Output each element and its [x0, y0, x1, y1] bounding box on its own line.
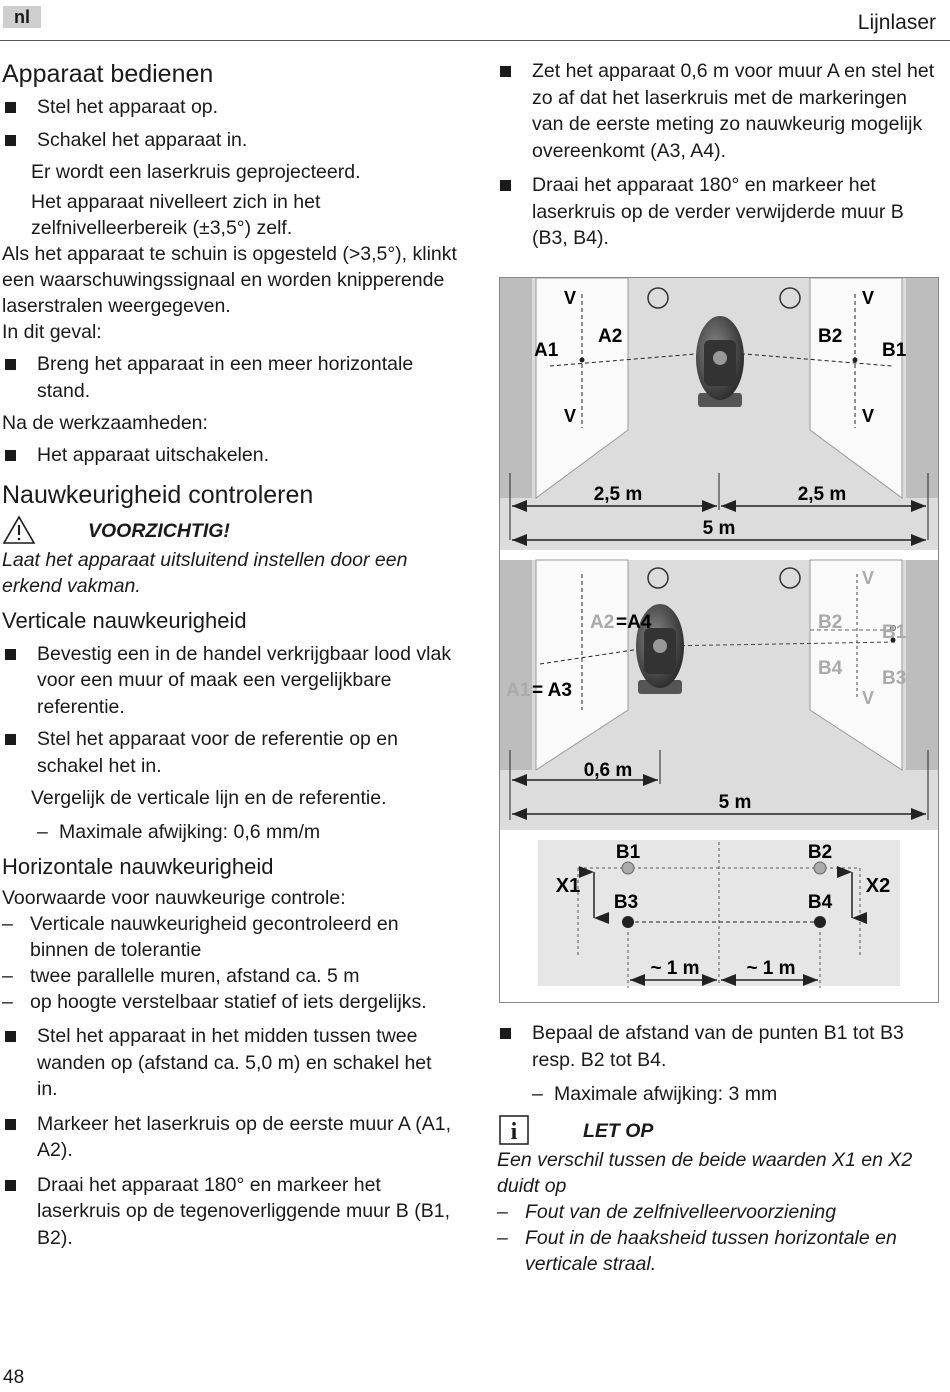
section-title-horizontal: Horizontale nauwkeurigheid	[2, 854, 274, 879]
result-cross: Er wordt een laserkruis geprojecteerd.	[31, 161, 361, 183]
fig2-total: 5 m	[718, 792, 752, 813]
fig1-dist-right: 2,5 m	[797, 484, 847, 505]
warning-text: Laat het apparaat uitsluitend instellen door een erkend vakman.	[2, 548, 408, 597]
fig2-v-bottom-right: V	[862, 688, 875, 708]
max-deviation-horizontal: – Maximale afwijking: 3 mm	[497, 1081, 942, 1107]
fig3-b1: B1	[615, 842, 641, 863]
precondition-tripod: – op hoogte verstelbaar statief of iets dergelijks.	[2, 989, 457, 1015]
panel-deviation-result	[500, 838, 938, 1002]
fig1-b2: B2	[818, 326, 843, 347]
fig2-eq-a3: = A3	[532, 680, 572, 701]
left-column	[2, 58, 457, 1251]
warning-header	[2, 515, 457, 547]
bullet-switch-on: Schakel het apparaat in.	[2, 127, 457, 154]
fig2-eq-a4: =A4	[616, 612, 652, 633]
right-column-top	[497, 58, 942, 252]
fig1-v-bottom-left: V	[564, 406, 577, 426]
fig1-v-bottom-right: V	[862, 406, 875, 426]
fig3-x1: X1	[555, 875, 581, 897]
note-label: LET OP	[583, 1120, 654, 1142]
fig1-a2: A2	[598, 326, 623, 347]
bullet-rotate-b: Draai het apparaat 180° en markeer het laserkruis op de tegenoverliggende muur B (B1, B2).	[2, 1172, 457, 1252]
document-title: Lijnlaser	[857, 11, 936, 34]
in-this-case-text: In dit geval:	[2, 321, 102, 343]
page-number: 48	[3, 1367, 25, 1388]
right-column-bottom	[497, 1020, 942, 1277]
bullet-horizontal: Breng het apparaat in een meer horizontale stand.	[2, 351, 457, 404]
fig3-b4: B4	[807, 892, 833, 913]
svg-text:i: i	[510, 1119, 518, 1145]
fig2-b1: B1	[882, 622, 907, 643]
panel-center-measurement	[500, 278, 938, 550]
fig1-v-top-right: V	[862, 288, 875, 308]
section-title-vertical: Verticale nauwkeurigheid	[2, 607, 247, 633]
header-divider	[0, 40, 950, 41]
fig1-b1: B1	[882, 340, 907, 361]
note-header	[497, 1115, 942, 1147]
precondition-text: Voorwaarde voor nauwkeurige controle:	[2, 887, 346, 909]
fig3-b2: B2	[807, 842, 833, 863]
fig3-dist-left: ~ 1 m	[650, 958, 700, 979]
fig2-dist: 0,6 m	[583, 760, 633, 781]
note-cause-leveling: – Fout van de zelfnivelleervoorziening	[497, 1199, 942, 1225]
fig2-b4: B4	[818, 658, 843, 679]
bullet-measure-distance: Bepaal de afstand van de punten B1 tot B3 resp. B2 tot B4.	[497, 1020, 942, 1073]
fig1-dist-left: 2,5 m	[593, 484, 643, 505]
result-level: Het apparaat nivelleert zich in het zelfnivelleerbereik (±3,5°) zelf.	[31, 191, 321, 239]
fig2-b2: B2	[818, 612, 843, 633]
bullet-near-wall: Zet het apparaat 0,6 m voor muur A en stel het zo af dat het laserkruis met de markeringen van de eerste meting zo nauwkeurig mogelijk overeenkomt (A3, A4).	[497, 58, 942, 164]
compare-vertical-text: Vergelijk de verticale lijn en de referentie.	[31, 787, 387, 809]
fig1-a1: A1	[534, 340, 559, 361]
language-tag: nl	[3, 6, 41, 28]
warning-label: VOORZICHTIG!	[88, 519, 230, 542]
precondition-walls: – twee parallelle muren, afstand ca. 5 m	[2, 963, 457, 989]
fig3-b3: B3	[613, 892, 639, 913]
bullet-plumb: Bevestig een in de handel verkrijgbaar lood vlak voor een muur of maak een vergelijkbare referentie.	[2, 641, 457, 721]
bullet-setup: Stel het apparaat op.	[2, 94, 457, 121]
section-title-operate: Apparaat bedienen	[2, 60, 214, 88]
max-deviation-vertical: – Maximale afwijking: 0,6 mm/m	[2, 819, 457, 845]
bullet-place-before-ref: Stel het apparaat voor de referentie op en schakel het in.	[2, 726, 457, 779]
fig2-a1: A1	[506, 680, 531, 701]
fig2-v-top-right: V	[862, 568, 875, 588]
info-icon	[499, 1115, 529, 1145]
laser-device	[696, 316, 744, 407]
bullet-switch-off: Het apparaat uitschakelen.	[2, 442, 457, 469]
fig3-x2: X2	[865, 875, 891, 897]
note-cause-squareness: – Fout in de haaksheid tussen horizontale en verticale straal.	[497, 1225, 942, 1277]
panel-near-wall-measurement	[500, 560, 938, 830]
fig2-a2: A2	[590, 612, 615, 633]
tilt-warning-text: Als het apparaat te schuin is opgesteld (>3,5°), klinkt een waarschuwingssignaal en worden knipperende laserstralen weergegeven.	[2, 243, 457, 317]
section-title-accuracy: Nauwkeurigheid controleren	[2, 480, 314, 509]
bullet-mark-a: Markeer het laserkruis op de eerste muur A (A1, A2).	[2, 1111, 457, 1164]
note-text: Een verschil tussen de beide waarden X1 en X2 duidt op	[497, 1149, 913, 1197]
warning-triangle-icon	[2, 515, 36, 545]
bullet-middle: Stel het apparaat in het midden tussen twee wanden op (afstand ca. 5,0 m) en schakel het in.	[2, 1023, 457, 1103]
after-work-text: Na de werkzaamheden:	[2, 412, 208, 434]
fig2-b3: B3	[882, 668, 907, 689]
fig1-total: 5 m	[702, 518, 736, 539]
fig3-dist-right: ~ 1 m	[746, 958, 796, 979]
fig1-v-top-left: V	[564, 288, 577, 308]
procedure-figure	[499, 277, 939, 1003]
bullet-rotate-far: Draai het apparaat 180° en markeer het laserkruis op de verder verwijderde muur B (B3, B4).	[497, 172, 942, 252]
precondition-vertical: – Verticale nauwkeurigheid gecontroleerd en binnen de tolerantie	[2, 911, 457, 963]
